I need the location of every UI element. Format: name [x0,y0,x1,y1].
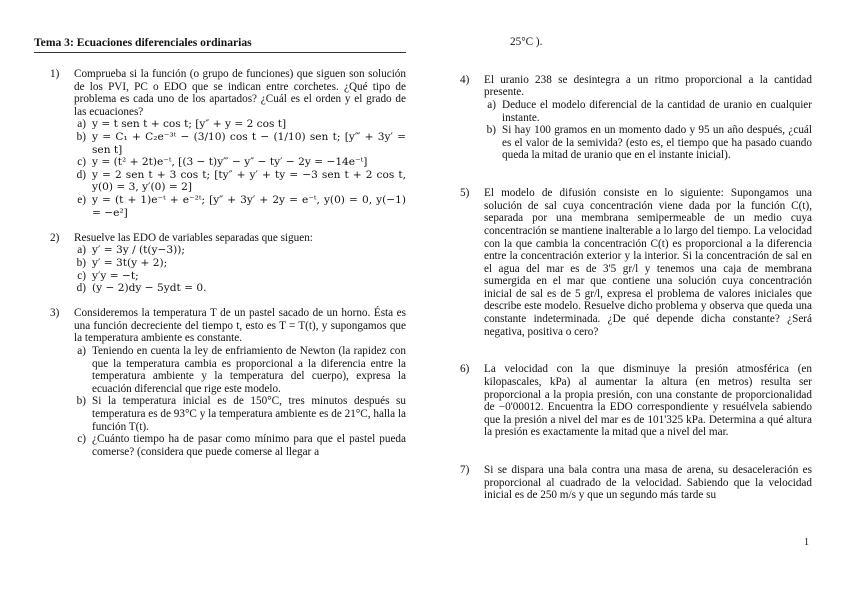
question-2 [50,232,406,245]
continued-text: 25°C ). [510,36,543,48]
question-number: 7) [460,464,470,477]
question-text: Consideremos la temperatura T de un pastel sacado de un horno. Ésta es una función decreciente del tiempo t, esto es T = T(t), y supongamos que la temperatura ambiente es constante. [74,307,406,345]
question-3 [50,307,406,345]
question-number: 4) [460,73,470,86]
question-4 [460,74,812,99]
question-number: 2) [50,231,60,244]
left-column [50,68,406,458]
header-rule [34,52,406,53]
list-item: b) Si la temperatura inicial es de 150°C, tres minutos después su temperatura es de 93°C y la temperatura ambiente es de 21°C, halla la función T(t). [76,395,406,433]
right-column [460,36,812,502]
question-number: 6) [460,363,470,376]
list-item: b) y′ = 3t(y + 2); [76,256,168,269]
question-3-items [66,345,406,458]
question-2-items [66,244,406,294]
list-item: a) Teniendo en cuenta la ley de enfriamiento de Newton (la rapidez con que la temperatura cambia es proporcional a la diferencia entre la temperatura ambiente y la temperatura del cuerpo), expresa la ecuación diferencial que rige este modelo. [77,345,406,395]
list-item: b) y = C₁ + C₂e⁻³ᵗ − (3/10) cos t − (1/10) sen t; [y‴ + 3y′ = sen t] [76,130,406,156]
question-number: 3) [50,307,60,320]
list-item: c) y = (t² + 2t)e⁻ᵗ, [(3 − t)y‴ − y″ − ty′ − 2y = −14e⁻ᵗ] [77,156,368,169]
question-5 [460,187,812,338]
question-number: 5) [460,187,470,200]
list-item: c) y′y = −t; [77,269,139,282]
page-title: Tema 3: Ecuaciones diferenciales ordinarias [34,36,252,49]
question-text: Resuelve las EDO de variables separadas que siguen: [74,231,313,244]
question-text: La velocidad con la que disminuye la presión atmosférica (en kilopascales, kPa) al aumentar la altura (en metros) resulta ser proporcional a la propia presión, con una constante de proporcionalidad de −0'00012. Encuentra la EDO correspondiente y resuélvela sabiendo que la presión a nivel del mar es de 101'325 kPa. Determina a qué altura la presión es exactamente la mitad que a nivel del mar. [484,363,812,439]
question-1-items [66,118,406,219]
question-4-items [476,99,812,162]
question-7 [460,464,812,502]
list-item: b) Si hay 100 gramos en un momento dado y 95 un año después, ¿cuál es el valor de la semivida? (esto es, el tiempo que ha pasado cuando queda la mitad de uranio que en el instante inicial). [486,124,812,162]
question-text: El uranio 238 se desintegra a un ritmo proporcional a la cantidad presente. [484,73,812,99]
list-item: e) y = (t + 1)e⁻ᵗ + e⁻²ᵗ; [y″ + 3y′ + 2y = e⁻ᵗ, y(0) = 0, y(−1) = −e²] [77,193,406,219]
list-item: a) y = t sen t + cos t; [y″ + y = 2 cos t] [77,118,287,131]
list-item: d) y = 2 sen t + 3 cos t; [ty″ + y′ + ty = −3 sen t + 2 cos t, y(0) = 3, y′(0) = 2] [76,168,406,194]
page-number: 1 [804,537,809,548]
list-item: a) Deduce el modelo diferencial de la cantidad de uranio en cualquier instante. [487,98,812,124]
question-1 [50,68,406,118]
question-text: Si se dispara una bala contra una masa de arena, su desaceleración es proporcional al cuadrado de la velocidad. Sabiendo que la velocidad inicial es de 250 m/s y que un segundo más tarde su [484,464,812,502]
question-text: El modelo de difusión consiste en lo siguiente: Supongamos una solución de sal cuya concentración viene dada por la función C(t), separada por una membrana semipermeable de un medio cuya concentración se mantiene inalterable a lo largo del tiempo. La velocidad con la que cambia la concentración C(t) es proporcional a la diferencia entre la concentración exterior y la interior. Si la concentración de sal en el agua del mar es de 3'5 gr/l y tenemos una caja de membrana sumergida en el mar que contiene una solución cuya concentración inicial de sal es de 5 gr/l, expresa el problema de valores iniciales que describe este modelo. Resuelve dicho problema y observa que queda una constante indeterminada. ¿De qué depende dicha constante? ¿Será negativa, positiva o cero? [484,187,812,338]
list-item: d) (y − 2)dy − 5ydt = 0. [76,282,207,295]
question-6 [460,363,812,439]
question-text: Comprueba si la función (o grupo de funciones) que siguen son solución de los PVI, PC o EDO que se indican entre corchetes. ¿Qué tipo de problema es cada uno de los apartados? ¿Cuál es el orden y el grado de las ecuaciones? [74,68,406,118]
list-item: c) ¿Cuánto tiempo ha de pasar como mínimo para que el pastel pueda comerse? (considera que puede comerse al llegar a [77,433,406,458]
list-item: a) y′ = 3y / (t(y−3)); [77,244,185,257]
question-number: 1) [50,68,60,80]
